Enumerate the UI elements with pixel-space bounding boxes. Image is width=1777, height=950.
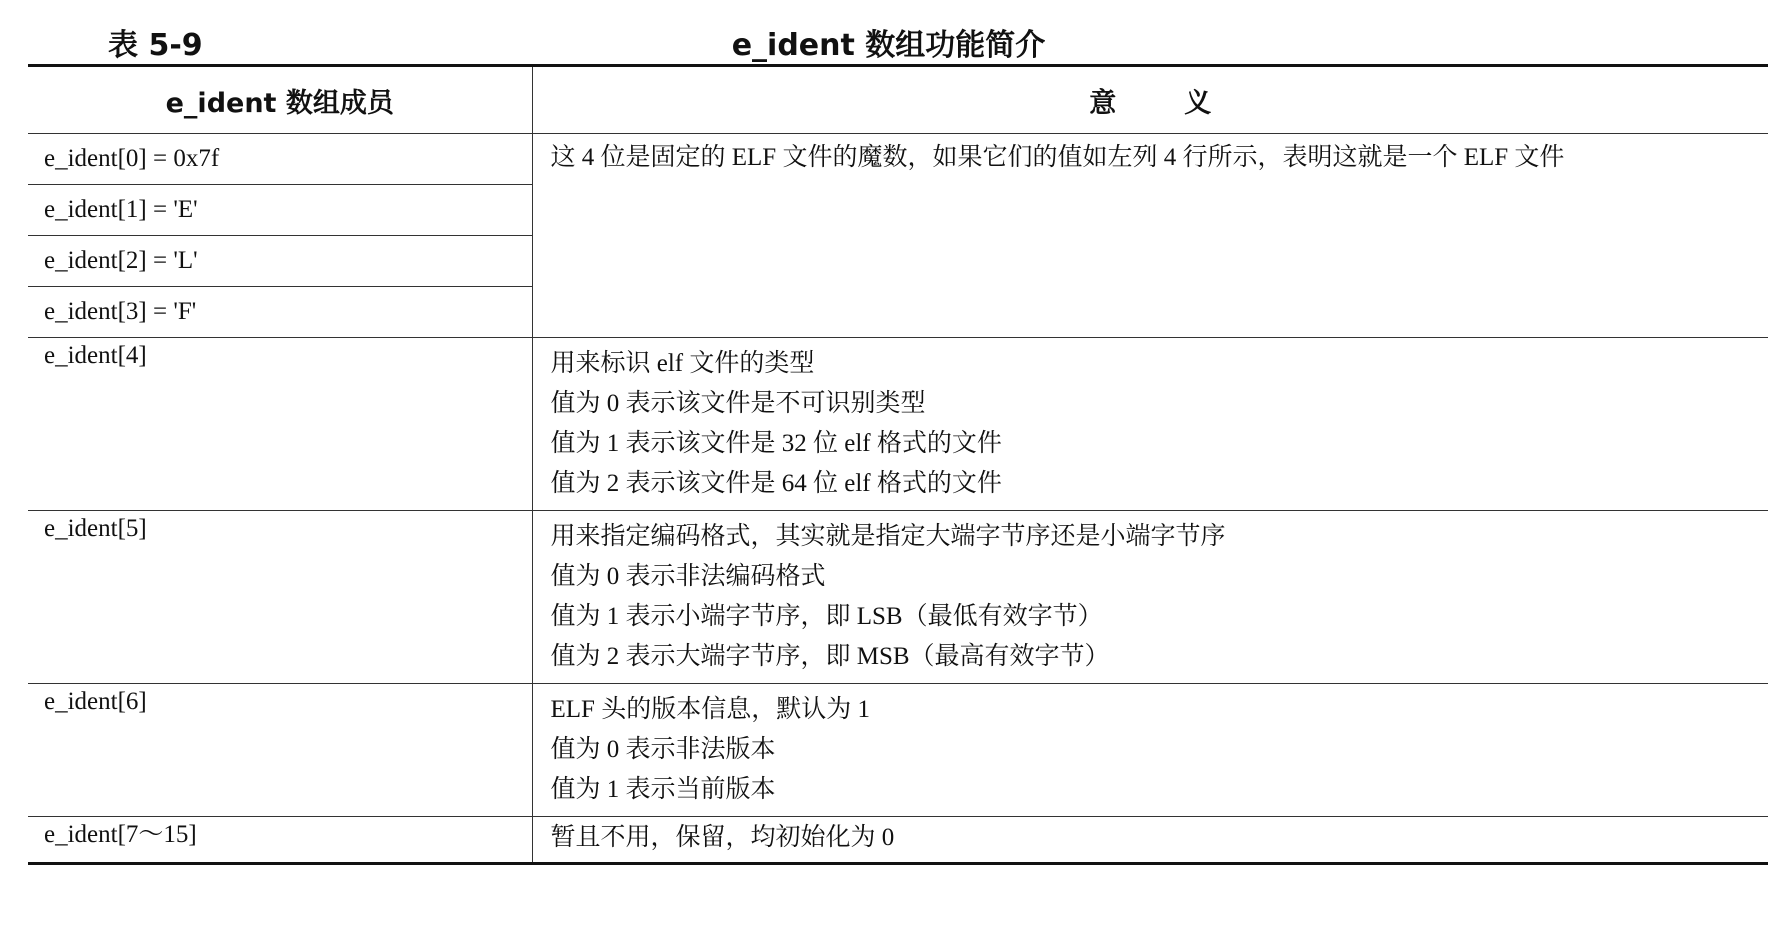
description-line: 值为 1 表示该文件是 32 位 elf 格式的文件 — [550, 430, 1002, 457]
description-line: 值为 1 表示当前版本 — [550, 776, 776, 803]
header-meaning-char: 意 — [1089, 87, 1117, 119]
description-cell — [532, 338, 1768, 511]
description-line: ELF 头的版本信息，默认为 1 — [550, 696, 870, 723]
description-line: 值为 0 表示非法版本 — [550, 736, 776, 763]
member-cell: e_ident[6] — [28, 684, 532, 817]
member-cell: e_ident[7～15] — [28, 817, 532, 864]
table-header-row — [28, 66, 1768, 134]
description-line: 用来标识 elf 文件的类型 — [550, 350, 815, 377]
member-cell: e_ident[4] — [28, 338, 532, 511]
description-line: 用来指定编码格式，其实就是指定大端字节序还是小端字节序 — [550, 523, 1226, 550]
magic-description: 这 4 位是固定的 ELF 文件的魔数，如果它们的值如左列 4 行所示，表明这就是一个 ELF 文件 — [532, 134, 1768, 338]
description-line: 值为 2 表示大端字节序，即 MSB（最高有效字节） — [550, 643, 1110, 670]
table-row — [28, 134, 1768, 185]
table-title: e_ident 数组功能简介 — [731, 28, 1046, 63]
member-cell: e_ident[3] = 'F' — [28, 287, 532, 338]
description-cell: 暂且不用，保留，均初始化为 0 — [532, 817, 1768, 864]
member-cell: e_ident[0] = 0x7f — [28, 134, 532, 185]
table-number: 表 5-9 — [108, 28, 203, 63]
table-row — [28, 338, 1768, 511]
e-ident-table — [28, 64, 1768, 865]
table-caption — [0, 14, 1777, 63]
description-line: 值为 1 表示小端字节序，即 LSB（最低有效字节） — [550, 603, 1103, 630]
member-cell: e_ident[2] = 'L' — [28, 236, 532, 287]
header-meaning-char: 义 — [1184, 87, 1212, 119]
member-cell: e_ident[5] — [28, 511, 532, 684]
table-row — [28, 511, 1768, 684]
table-row — [28, 817, 1768, 864]
description-line: 值为 0 表示该文件是不可识别类型 — [550, 390, 926, 417]
header-member: e_ident 数组成员 — [28, 66, 532, 134]
description-line: 值为 2 表示该文件是 64 位 elf 格式的文件 — [550, 470, 1002, 497]
header-meaning — [532, 66, 1768, 134]
table-row — [28, 684, 1768, 817]
description-cell — [532, 511, 1768, 684]
member-cell: e_ident[1] = 'E' — [28, 185, 532, 236]
description-line: 值为 0 表示非法编码格式 — [550, 563, 826, 590]
description-cell — [532, 684, 1768, 817]
